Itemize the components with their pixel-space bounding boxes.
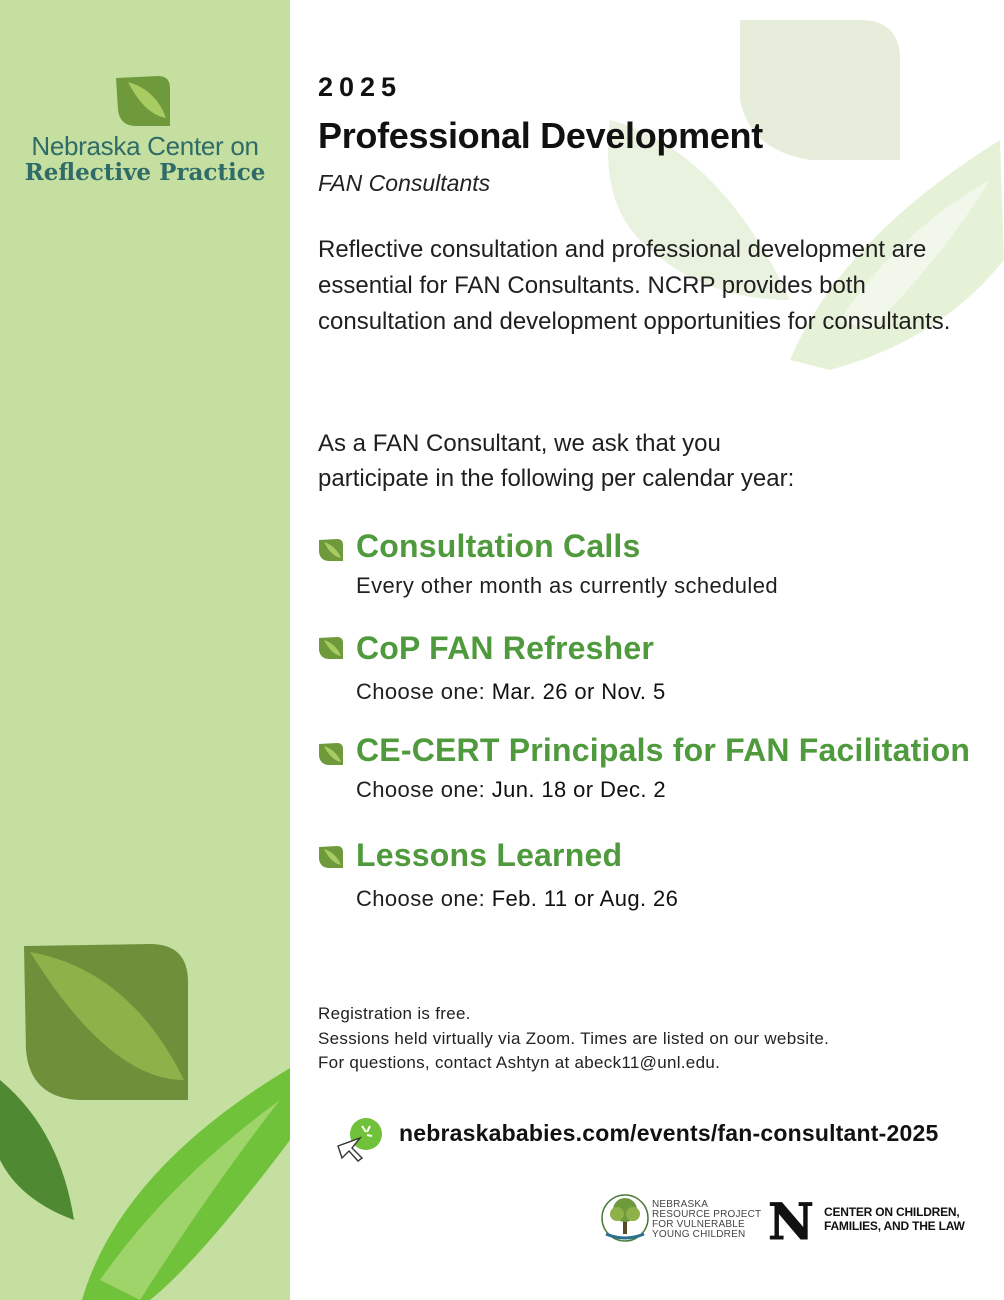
- requirement-name: CoP FAN Refresher: [356, 630, 655, 666]
- year-label: 2025: [318, 72, 403, 102]
- page-subtitle: FAN Consultants: [318, 170, 491, 196]
- requirement-detail: [356, 679, 666, 705]
- requirement-name: Lessons Learned: [356, 837, 623, 873]
- ask-line1: As a FAN Consultant, we ask that you: [318, 430, 721, 457]
- event-link[interactable]: nebraskababies.com/events/fan-consultant-2025: [399, 1120, 939, 1146]
- requirement-prefix: Choose one:: [356, 886, 486, 911]
- leaf-logo-icon: [114, 74, 172, 128]
- notes-line1: Registration is free.: [318, 1004, 471, 1023]
- requirement-detail: [356, 573, 778, 599]
- partner1-line: NEBRASKA: [652, 1199, 709, 1210]
- requirement-item: [318, 630, 998, 710]
- requirement-item: [318, 732, 998, 812]
- leaf-bullet-icon: [318, 742, 344, 766]
- notes-line2: Sessions held virtually via Zoom. Times are listed on our website.: [318, 1028, 830, 1048]
- requirement-prefix: Choose one:: [356, 777, 486, 802]
- n-logo-icon: [768, 1196, 814, 1242]
- requirement-dates: Mar. 26 or Nov. 5: [491, 679, 666, 704]
- ask-line2: participate in the following per calendar year:: [318, 465, 795, 492]
- requirement-item: [318, 528, 998, 608]
- requirement-dates: Feb. 11 or Aug. 26: [491, 886, 679, 911]
- n-logo-letter: N: [768, 1196, 814, 1242]
- intro-paragraph: Reflective consultation and professional development are essential for FAN Consultants. NCRP provides both consultation and development opportunities for consultants.: [318, 236, 951, 335]
- requirement-name: Consultation Calls: [356, 528, 641, 564]
- sidebar: [0, 0, 290, 1300]
- requirement-detail: [356, 886, 678, 912]
- partner1-line: RESOURCE PROJECT: [652, 1209, 762, 1220]
- partner2-name: [824, 1205, 965, 1233]
- requirement-item: [318, 837, 998, 917]
- leaf-bullet-icon: [318, 538, 344, 562]
- requirement-name: CE-CERT Principals for FAN Facilitation: [356, 732, 971, 768]
- leaf-bullet-icon: [318, 636, 344, 660]
- brand-name-line2: Reflective Practice: [24, 159, 266, 186]
- partner2-line: CENTER ON CHILDREN,: [824, 1205, 960, 1219]
- requirement-dates: Jun. 18 or Dec. 2: [491, 777, 667, 802]
- registration-notes: [318, 1002, 829, 1076]
- requirement-prefix: Choose one:: [356, 679, 486, 704]
- partner1-name: [652, 1200, 762, 1240]
- partner2-line: FAMILIES, AND THE LAW: [824, 1219, 965, 1233]
- requirement-detail: [356, 777, 666, 803]
- decorative-leaves-icon: [0, 930, 290, 1300]
- partner1-line: YOUNG CHILDREN: [652, 1229, 746, 1240]
- tree-logo-icon: [600, 1190, 650, 1246]
- leaf-bullet-icon: [318, 845, 344, 869]
- brand-name-line1: Nebraska Center on: [31, 131, 259, 161]
- cursor-click-icon[interactable]: [336, 1116, 384, 1162]
- requirement-detail-text: Every other month as currently scheduled: [356, 573, 778, 598]
- page-title: Professional Development: [318, 115, 763, 156]
- partner1-line: FOR VULNERABLE: [652, 1219, 745, 1230]
- ask-paragraph: [318, 426, 878, 496]
- notes-line3: For questions, contact Ashtyn at abeck11@unl.edu.: [318, 1053, 721, 1072]
